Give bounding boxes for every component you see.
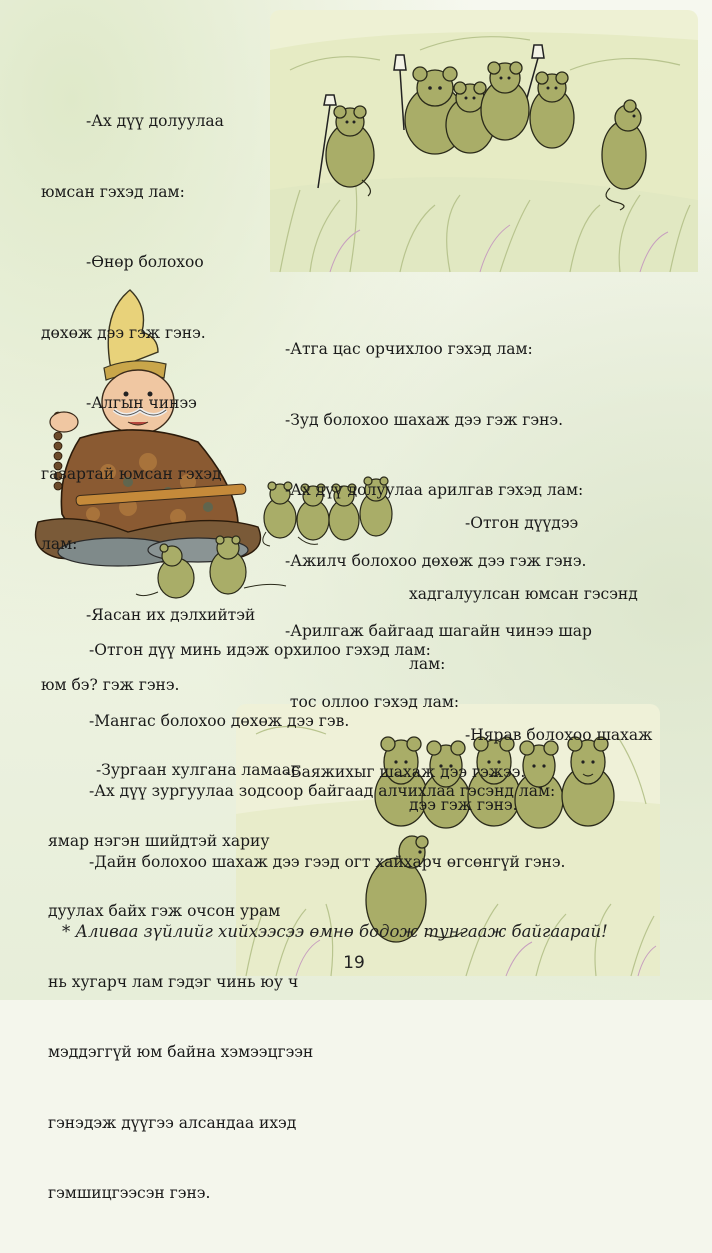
story-line: дуулах байх гэж очсон урам bbox=[48, 902, 281, 920]
mice-with-shovels-illustration bbox=[270, 10, 698, 272]
story-line: -Яасан их дэлхийтэй bbox=[86, 605, 256, 624]
story-line: -Ах дүү долуулаа bbox=[86, 112, 224, 130]
story-line: -Отгон дүүдээ bbox=[465, 514, 579, 532]
story-line: -Зуд болохоо шахаж дээ гэж гэнэ. bbox=[285, 410, 564, 429]
story-line: ямар нэгэн шийдтэй хариу bbox=[48, 831, 270, 850]
story-line: -Зургаан хулгана ламаас bbox=[96, 761, 300, 779]
story-line: нь хугарч лам гэдэг чинь юу ч bbox=[48, 972, 299, 991]
story-line: дөхөж дээ гэж гэнэ. bbox=[41, 323, 206, 342]
story-line: -Ажилч болохоо дөхөж дээ гэж гэнэ. bbox=[285, 551, 587, 570]
story-line: -Ах дүү долуулаа арилгав гэхэд лам: bbox=[285, 481, 584, 499]
story-line: юмсан гэхэд лам: bbox=[41, 182, 185, 201]
story-line: -Отгон дүү минь идэж орхилоо гэхэд лам: bbox=[89, 641, 431, 659]
story-line: -Алгын чинээ bbox=[86, 394, 197, 412]
page-number: 19 bbox=[343, 953, 365, 973]
story-line: мэддэггүй юм байна хэмээцгээн bbox=[48, 1043, 314, 1061]
story-line: газартай юмсан гэхэд bbox=[41, 464, 222, 483]
story-line: лам: bbox=[41, 535, 78, 553]
story-line: дээ гэж гэнэ. bbox=[409, 796, 518, 814]
story-line: -Мангас болохоо дөхөж дээ гэв. bbox=[89, 711, 350, 730]
story-line: тос оллоо гэхэд лам: bbox=[285, 692, 460, 711]
story-line: -Нярав болохоо шахаж bbox=[465, 725, 653, 744]
story-line: -Баяжихыг шахаж дээ гэжээ. bbox=[285, 763, 526, 781]
story-line: хадгалуулсан юмсан гэсэнд bbox=[409, 584, 638, 603]
moral-line: * Аливаа зүйлийг хийхээсээ өмнө бодож тунгааж байгаарай! bbox=[62, 922, 608, 941]
story-line: -Арилгаж байгаад шагайн чинээ шар bbox=[285, 622, 592, 640]
story-line: лам: bbox=[409, 655, 446, 673]
story-line: -Атга цас орчихлоо гэхэд лам: bbox=[285, 340, 533, 358]
story-block-5 bbox=[48, 712, 313, 1253]
story-line: -Өнөр болохоо bbox=[86, 253, 204, 271]
story-line: -Дайн болохоо шахаж дээ гээд огт хайхарч өгсөнгүй гэнэ. bbox=[89, 852, 566, 871]
story-line: гэнэдэж дүүгээ алсандаа ихэд bbox=[48, 1113, 297, 1132]
story-line: гэмшицгээсэн гэнэ. bbox=[48, 1184, 211, 1202]
story-line: юм бэ? гэж гэнэ. bbox=[41, 676, 180, 694]
story-line: -Ах дүү зургуулаа зодсоор байгаад алчихлаа гэсэнд лам: bbox=[89, 782, 556, 800]
